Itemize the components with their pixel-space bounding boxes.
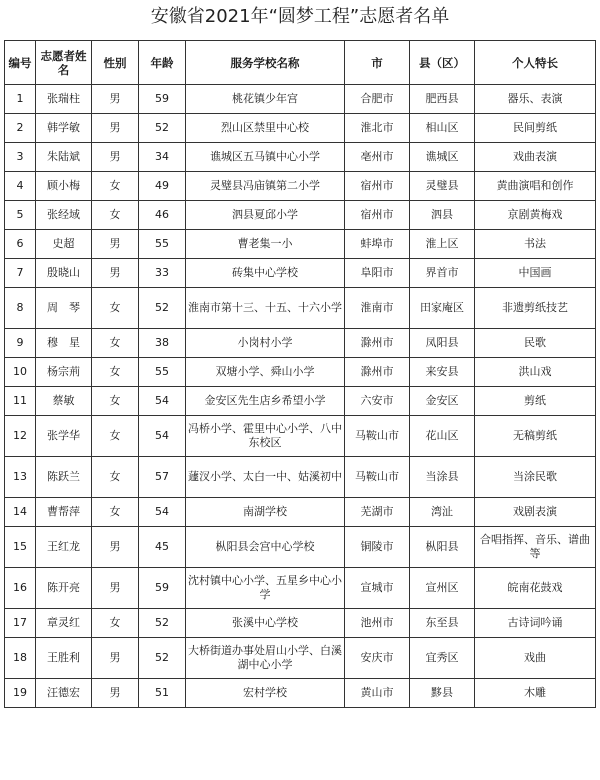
cell-name: 张学华 xyxy=(36,416,92,457)
cell-city: 亳州市 xyxy=(345,143,410,172)
cell-gender: 男 xyxy=(92,679,139,708)
cell-city: 池州市 xyxy=(345,609,410,638)
header-age: 年龄 xyxy=(139,41,186,85)
table-row xyxy=(5,568,596,609)
cell-gender: 男 xyxy=(92,568,139,609)
header-name: 志愿者姓名 xyxy=(36,41,92,85)
cell-name: 王红龙 xyxy=(36,527,92,568)
cell-name: 王胜利 xyxy=(36,638,92,679)
cell-city: 安庆市 xyxy=(345,638,410,679)
cell-school: 灵璧县冯庙镇第二小学 xyxy=(186,172,345,201)
cell-county: 宜秀区 xyxy=(410,638,475,679)
table-row xyxy=(5,143,596,172)
cell-skill: 民歌 xyxy=(475,329,596,358)
cell-gender: 女 xyxy=(92,498,139,527)
cell-num: 9 xyxy=(5,329,36,358)
cell-num: 16 xyxy=(5,568,36,609)
cell-num: 2 xyxy=(5,114,36,143)
cell-city: 宣城市 xyxy=(345,568,410,609)
cell-age: 38 xyxy=(139,329,186,358)
cell-age: 52 xyxy=(139,609,186,638)
cell-school: 南湖学校 xyxy=(186,498,345,527)
cell-county: 花山区 xyxy=(410,416,475,457)
cell-school: 宏村学校 xyxy=(186,679,345,708)
table-row xyxy=(5,638,596,679)
cell-county: 泗县 xyxy=(410,201,475,230)
cell-num: 11 xyxy=(5,387,36,416)
cell-school: 冯桥小学、霍里中心小学、八中东校区 xyxy=(186,416,345,457)
table-row xyxy=(5,85,596,114)
cell-skill: 戏剧表演 xyxy=(475,498,596,527)
table-row xyxy=(5,230,596,259)
cell-age: 55 xyxy=(139,358,186,387)
cell-county: 谯城区 xyxy=(410,143,475,172)
cell-school: 淮南市第十三、十五、十六小学 xyxy=(186,288,345,329)
cell-county: 灵璧县 xyxy=(410,172,475,201)
cell-num: 13 xyxy=(5,457,36,498)
cell-school: 谯城区五马镇中心小学 xyxy=(186,143,345,172)
cell-city: 六安市 xyxy=(345,387,410,416)
cell-skill: 洪山戏 xyxy=(475,358,596,387)
cell-name: 史超 xyxy=(36,230,92,259)
cell-gender: 女 xyxy=(92,172,139,201)
header-city: 市 xyxy=(345,41,410,85)
header-county: 县（区） xyxy=(410,41,475,85)
cell-city: 宿州市 xyxy=(345,201,410,230)
cell-gender: 男 xyxy=(92,114,139,143)
cell-age: 49 xyxy=(139,172,186,201)
cell-city: 阜阳市 xyxy=(345,259,410,288)
cell-city: 马鞍山市 xyxy=(345,416,410,457)
cell-age: 57 xyxy=(139,457,186,498)
cell-city: 淮北市 xyxy=(345,114,410,143)
cell-name: 殷晓山 xyxy=(36,259,92,288)
cell-county: 相山区 xyxy=(410,114,475,143)
cell-city: 马鞍山市 xyxy=(345,457,410,498)
table-row xyxy=(5,679,596,708)
cell-name: 汪德宏 xyxy=(36,679,92,708)
cell-skill: 戏曲表演 xyxy=(475,143,596,172)
cell-num: 17 xyxy=(5,609,36,638)
cell-skill: 戏曲 xyxy=(475,638,596,679)
cell-school: 小岗村小学 xyxy=(186,329,345,358)
table-row xyxy=(5,329,596,358)
cell-age: 59 xyxy=(139,85,186,114)
cell-gender: 男 xyxy=(92,638,139,679)
cell-school: 大桥街道办事处眉山小学、白溪湖中心小学 xyxy=(186,638,345,679)
cell-city: 芜湖市 xyxy=(345,498,410,527)
cell-gender: 男 xyxy=(92,230,139,259)
cell-county: 黟县 xyxy=(410,679,475,708)
cell-age: 54 xyxy=(139,498,186,527)
cell-gender: 女 xyxy=(92,201,139,230)
table-row xyxy=(5,527,596,568)
table-row xyxy=(5,416,596,457)
table-row xyxy=(5,172,596,201)
cell-skill: 合唱指挥、音乐、谱曲等 xyxy=(475,527,596,568)
cell-county: 凤阳县 xyxy=(410,329,475,358)
cell-city: 铜陵市 xyxy=(345,527,410,568)
table-header-row xyxy=(5,41,596,85)
cell-skill: 书法 xyxy=(475,230,596,259)
cell-num: 18 xyxy=(5,638,36,679)
cell-name: 章灵红 xyxy=(36,609,92,638)
table-row xyxy=(5,201,596,230)
cell-num: 7 xyxy=(5,259,36,288)
cell-age: 52 xyxy=(139,288,186,329)
cell-gender: 女 xyxy=(92,457,139,498)
volunteer-table xyxy=(4,40,596,708)
cell-county: 金安区 xyxy=(410,387,475,416)
table-row xyxy=(5,457,596,498)
table-row xyxy=(5,114,596,143)
cell-age: 33 xyxy=(139,259,186,288)
header-gender: 性别 xyxy=(92,41,139,85)
cell-gender: 女 xyxy=(92,358,139,387)
cell-county: 淮上区 xyxy=(410,230,475,259)
header-num: 编号 xyxy=(5,41,36,85)
cell-school: 沈村镇中心小学、五星乡中心小学 xyxy=(186,568,345,609)
cell-name: 曹帮萍 xyxy=(36,498,92,527)
cell-num: 10 xyxy=(5,358,36,387)
cell-skill: 无稿剪纸 xyxy=(475,416,596,457)
cell-name: 杨宗荊 xyxy=(36,358,92,387)
table-row xyxy=(5,498,596,527)
cell-skill: 器乐、表演 xyxy=(475,85,596,114)
table-row xyxy=(5,358,596,387)
cell-skill: 非遗剪纸技艺 xyxy=(475,288,596,329)
cell-age: 59 xyxy=(139,568,186,609)
cell-age: 51 xyxy=(139,679,186,708)
cell-num: 15 xyxy=(5,527,36,568)
cell-gender: 男 xyxy=(92,259,139,288)
cell-county: 湾沚 xyxy=(410,498,475,527)
cell-name: 张瑞柱 xyxy=(36,85,92,114)
table-row xyxy=(5,288,596,329)
cell-gender: 男 xyxy=(92,143,139,172)
cell-school: 烈山区禁里中心校 xyxy=(186,114,345,143)
cell-county: 田家庵区 xyxy=(410,288,475,329)
cell-name: 顾小梅 xyxy=(36,172,92,201)
cell-skill: 京剧黄梅戏 xyxy=(475,201,596,230)
cell-county: 枞阳县 xyxy=(410,527,475,568)
cell-county: 东至县 xyxy=(410,609,475,638)
cell-county: 肥西县 xyxy=(410,85,475,114)
cell-num: 1 xyxy=(5,85,36,114)
header-skill: 个人特长 xyxy=(475,41,596,85)
cell-name: 穆 星 xyxy=(36,329,92,358)
cell-school: 金安区先生店乡希望小学 xyxy=(186,387,345,416)
cell-skill: 中国画 xyxy=(475,259,596,288)
cell-school: 泗县夏邱小学 xyxy=(186,201,345,230)
cell-school: 曹老集一小 xyxy=(186,230,345,259)
cell-county: 当涂县 xyxy=(410,457,475,498)
cell-skill: 当涂民歌 xyxy=(475,457,596,498)
cell-gender: 女 xyxy=(92,288,139,329)
cell-city: 滁州市 xyxy=(345,329,410,358)
cell-age: 52 xyxy=(139,638,186,679)
cell-school: 桃花镇少年宫 xyxy=(186,85,345,114)
cell-num: 5 xyxy=(5,201,36,230)
cell-name: 韩学敏 xyxy=(36,114,92,143)
cell-county: 界首市 xyxy=(410,259,475,288)
cell-num: 4 xyxy=(5,172,36,201)
cell-school: 枞阳县会宫中心学校 xyxy=(186,527,345,568)
cell-num: 12 xyxy=(5,416,36,457)
table-row xyxy=(5,259,596,288)
cell-city: 淮南市 xyxy=(345,288,410,329)
cell-name: 朱陆斌 xyxy=(36,143,92,172)
table-row xyxy=(5,609,596,638)
cell-num: 6 xyxy=(5,230,36,259)
cell-num: 8 xyxy=(5,288,36,329)
cell-skill: 剪纸 xyxy=(475,387,596,416)
cell-skill: 皖南花鼓戏 xyxy=(475,568,596,609)
cell-skill: 民间剪纸 xyxy=(475,114,596,143)
cell-city: 滁州市 xyxy=(345,358,410,387)
cell-city: 宿州市 xyxy=(345,172,410,201)
cell-name: 周 琴 xyxy=(36,288,92,329)
cell-gender: 女 xyxy=(92,387,139,416)
cell-city: 蚌埠市 xyxy=(345,230,410,259)
cell-age: 45 xyxy=(139,527,186,568)
cell-num: 3 xyxy=(5,143,36,172)
cell-age: 46 xyxy=(139,201,186,230)
cell-school: 双塘小学、舜山小学 xyxy=(186,358,345,387)
cell-name: 陈跃兰 xyxy=(36,457,92,498)
cell-school: 蘧汊小学、太白一中、姑溪初中 xyxy=(186,457,345,498)
cell-age: 34 xyxy=(139,143,186,172)
cell-num: 19 xyxy=(5,679,36,708)
page-title: 安徽省2021年“圆梦工程”志愿者名单 xyxy=(150,6,450,27)
cell-school: 张溪中心学校 xyxy=(186,609,345,638)
cell-gender: 男 xyxy=(92,85,139,114)
cell-name: 张经域 xyxy=(36,201,92,230)
cell-gender: 女 xyxy=(92,416,139,457)
cell-gender: 女 xyxy=(92,609,139,638)
table-row xyxy=(5,387,596,416)
cell-gender: 男 xyxy=(92,527,139,568)
cell-school: 砖集中心学校 xyxy=(186,259,345,288)
cell-age: 54 xyxy=(139,416,186,457)
cell-age: 54 xyxy=(139,387,186,416)
cell-city: 合肥市 xyxy=(345,85,410,114)
cell-gender: 女 xyxy=(92,329,139,358)
cell-name: 陈开亮 xyxy=(36,568,92,609)
cell-skill: 木雕 xyxy=(475,679,596,708)
cell-num: 14 xyxy=(5,498,36,527)
header-school: 服务学校名称 xyxy=(186,41,345,85)
cell-city: 黄山市 xyxy=(345,679,410,708)
cell-county: 来安县 xyxy=(410,358,475,387)
cell-skill: 古诗词吟诵 xyxy=(475,609,596,638)
cell-name: 蔡敏 xyxy=(36,387,92,416)
cell-age: 55 xyxy=(139,230,186,259)
cell-county: 宣州区 xyxy=(410,568,475,609)
cell-age: 52 xyxy=(139,114,186,143)
cell-skill: 黄曲演唱和创作 xyxy=(475,172,596,201)
